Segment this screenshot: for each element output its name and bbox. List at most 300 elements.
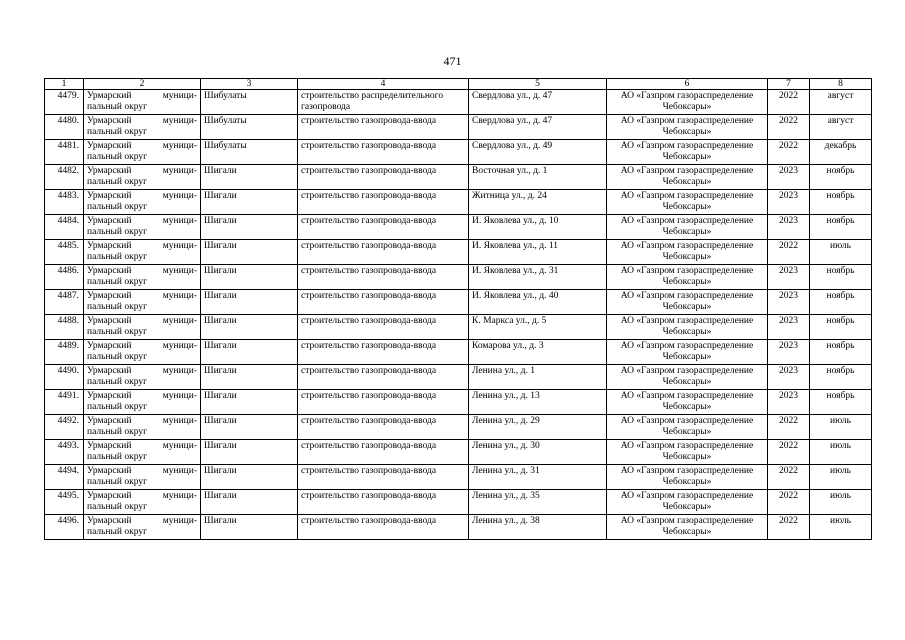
district-type-rest: пальный округ — [87, 352, 148, 362]
district-type-rest: пальный округ — [87, 277, 148, 287]
work-description: строительство газопровода-ввода — [301, 416, 437, 426]
row-number: 4487. — [57, 291, 79, 301]
work-description: строительство газопровода-ввода — [301, 166, 437, 176]
table-row — [45, 465, 872, 490]
work-description: строительство газопровода-ввода — [301, 341, 437, 351]
month-cell — [810, 515, 872, 540]
work-cell — [298, 115, 469, 140]
year-cell — [768, 490, 810, 515]
district-type-part: муници- — [162, 416, 197, 426]
district-type-part: муници- — [162, 441, 197, 451]
organization-line-1: АО «Газпром газораспределение — [620, 91, 754, 101]
month-cell — [810, 115, 872, 140]
year: 2023 — [779, 191, 798, 201]
organization-line-2: Чебоксары» — [662, 152, 712, 162]
address: И. Яковлева ул., д. 40 — [472, 291, 559, 301]
year: 2022 — [779, 441, 798, 451]
address: Ленина ул., д. 29 — [472, 416, 540, 426]
district-type-rest: пальный округ — [87, 227, 148, 237]
month-cell — [810, 490, 872, 515]
organization-line-1: АО «Газпром газораспределение — [620, 416, 754, 426]
month: ноябрь — [826, 191, 855, 201]
row-number: 4485. — [57, 241, 79, 251]
district-name: Урмарский — [87, 416, 132, 426]
address: Ленина ул., д. 31 — [472, 466, 540, 476]
settlement-cell — [201, 90, 298, 115]
address: Ленина ул., д. 35 — [472, 491, 540, 501]
row-number-cell — [45, 265, 84, 290]
organization-line-1: АО «Газпром газораспределение — [620, 316, 754, 326]
month: ноябрь — [826, 166, 855, 176]
settlement-cell — [201, 165, 298, 190]
address-cell — [469, 265, 607, 290]
district-type-rest: пальный округ — [87, 327, 148, 337]
year-cell — [768, 140, 810, 165]
month: август — [827, 91, 854, 101]
settlement-cell — [201, 390, 298, 415]
district-cell — [84, 240, 201, 265]
year: 2022 — [779, 91, 798, 101]
settlement-cell — [201, 140, 298, 165]
settlement-name: Шибулаты — [204, 116, 247, 126]
year-cell — [768, 165, 810, 190]
year: 2023 — [779, 216, 798, 226]
row-number: 4491. — [57, 391, 79, 401]
district-type-part: муници- — [162, 291, 197, 301]
organization-line-1: АО «Газпром газораспределение — [620, 266, 754, 276]
work-cell — [298, 315, 469, 340]
work-description: строительство газопровода-ввода — [301, 441, 437, 451]
settlement-cell — [201, 465, 298, 490]
work-description: строительство газопровода-ввода — [301, 216, 437, 226]
month-cell — [810, 390, 872, 415]
organization-cell — [607, 240, 768, 265]
address-cell — [469, 215, 607, 240]
organization-line-1: АО «Газпром газораспределение — [620, 191, 754, 201]
table-row — [45, 265, 872, 290]
district-type-rest: пальный округ — [87, 452, 148, 462]
address-cell — [469, 165, 607, 190]
table-row — [45, 515, 872, 540]
column-header: 8 — [810, 79, 872, 90]
district-name: Урмарский — [87, 316, 132, 326]
month: июль — [829, 491, 852, 501]
table-row — [45, 415, 872, 440]
month: июль — [829, 516, 852, 526]
settlement-cell — [201, 440, 298, 465]
district-cell — [84, 515, 201, 540]
district-name: Урмарский — [87, 491, 132, 501]
year: 2022 — [779, 491, 798, 501]
row-number: 4486. — [57, 266, 79, 276]
district-cell — [84, 415, 201, 440]
month-cell — [810, 240, 872, 265]
work-cell — [298, 465, 469, 490]
settlement-cell — [201, 340, 298, 365]
work-cell — [298, 140, 469, 165]
organization-line-1: АО «Газпром газораспределение — [620, 291, 754, 301]
year-cell — [768, 340, 810, 365]
year: 2023 — [779, 166, 798, 176]
district-cell — [84, 440, 201, 465]
month-cell — [810, 165, 872, 190]
month: ноябрь — [826, 266, 855, 276]
organization-cell — [607, 415, 768, 440]
work-cell — [298, 215, 469, 240]
month: декабрь — [824, 141, 857, 151]
district-cell — [84, 115, 201, 140]
district-cell — [84, 215, 201, 240]
row-number: 4484. — [57, 216, 79, 226]
organization-cell — [607, 340, 768, 365]
work-description: строительство газопровода-ввода — [301, 316, 437, 326]
row-number-cell — [45, 490, 84, 515]
row-number: 4495. — [57, 491, 79, 501]
settlement-name: Шигали — [204, 516, 237, 526]
address: Свердлова ул., д. 47 — [472, 116, 553, 126]
month-cell — [810, 265, 872, 290]
address: И. Яковлева ул., д. 31 — [472, 266, 559, 276]
settlement-name: Шигали — [204, 241, 237, 251]
district-type-part: муници- — [162, 341, 197, 351]
organization-line-1: АО «Газпром газораспределение — [620, 241, 754, 251]
district-cell — [84, 465, 201, 490]
organization-line-1: АО «Газпром газораспределение — [620, 491, 754, 501]
district-cell — [84, 140, 201, 165]
district-type-part: муници- — [162, 241, 197, 251]
district-cell — [84, 90, 201, 115]
district-cell — [84, 265, 201, 290]
district-name: Урмарский — [87, 341, 132, 351]
district-type-rest: пальный округ — [87, 177, 148, 187]
district-type-part: муници- — [162, 366, 197, 376]
row-number-cell — [45, 340, 84, 365]
address: Свердлова ул., д. 49 — [472, 141, 553, 151]
year: 2023 — [779, 316, 798, 326]
address: Ленина ул., д. 1 — [472, 366, 535, 376]
year-cell — [768, 190, 810, 215]
organization-line-2: Чебоксары» — [662, 277, 712, 287]
month: ноябрь — [826, 291, 855, 301]
month-cell — [810, 340, 872, 365]
table-row — [45, 390, 872, 415]
settlement-cell — [201, 215, 298, 240]
organization-cell — [607, 365, 768, 390]
table-row — [45, 165, 872, 190]
organization-line-2: Чебоксары» — [662, 127, 712, 137]
organization-cell — [607, 515, 768, 540]
address-cell — [469, 340, 607, 365]
row-number-cell — [45, 515, 84, 540]
row-number: 4494. — [57, 466, 79, 476]
settlement-name: Шигали — [204, 166, 237, 176]
table-row — [45, 440, 872, 465]
row-number: 4490. — [57, 366, 79, 376]
organization-line-1: АО «Газпром газораспределение — [620, 516, 754, 526]
organization-line-2: Чебоксары» — [662, 102, 712, 112]
district-type-part: муници- — [162, 491, 197, 501]
address: Свердлова ул., д. 47 — [472, 91, 553, 101]
district-type-part: муници- — [162, 516, 197, 526]
work-cell — [298, 515, 469, 540]
work-cell — [298, 90, 469, 115]
month: ноябрь — [826, 341, 855, 351]
district-cell — [84, 190, 201, 215]
district-name: Урмарский — [87, 191, 132, 201]
header-row — [45, 79, 872, 90]
year: 2022 — [779, 416, 798, 426]
district-name: Урмарский — [87, 141, 132, 151]
column-header: 5 — [469, 79, 607, 90]
settlement-name: Шигали — [204, 466, 237, 476]
settlement-cell — [201, 415, 298, 440]
organization-line-2: Чебоксары» — [662, 452, 712, 462]
district-name: Урмарский — [87, 216, 132, 226]
address: Восточная ул., д. 1 — [472, 166, 548, 176]
settlement-name: Шигали — [204, 441, 237, 451]
settlement-cell — [201, 240, 298, 265]
settlement-name: Шигали — [204, 391, 237, 401]
organization-cell — [607, 165, 768, 190]
work-description: строительство газопровода-ввода — [301, 391, 437, 401]
work-description: строительство газопровода-ввода — [301, 266, 437, 276]
year-cell — [768, 465, 810, 490]
year-cell — [768, 390, 810, 415]
district-type-part: муници- — [162, 91, 197, 101]
settlement-name: Шигали — [204, 316, 237, 326]
work-cell — [298, 390, 469, 415]
table-row — [45, 190, 872, 215]
row-number-cell — [45, 440, 84, 465]
organization-cell — [607, 215, 768, 240]
organization-line-2: Чебоксары» — [662, 202, 712, 212]
month-cell — [810, 440, 872, 465]
address-cell — [469, 115, 607, 140]
organization-line-2: Чебоксары» — [662, 502, 712, 512]
address-cell — [469, 365, 607, 390]
year-cell — [768, 215, 810, 240]
row-number-cell — [45, 415, 84, 440]
work-cell — [298, 290, 469, 315]
district-type-rest: пальный округ — [87, 527, 148, 537]
district-name: Урмарский — [87, 366, 132, 376]
month-cell — [810, 140, 872, 165]
row-number-cell — [45, 165, 84, 190]
row-number-cell — [45, 215, 84, 240]
table-row — [45, 365, 872, 390]
district-type-rest: пальный округ — [87, 477, 148, 487]
settlement-name: Шигали — [204, 491, 237, 501]
district-type-part: муници- — [162, 216, 197, 226]
column-header: 2 — [84, 79, 201, 90]
organization-line-1: АО «Газпром газораспределение — [620, 391, 754, 401]
year: 2023 — [779, 391, 798, 401]
address: И. Яковлева ул., д. 11 — [472, 241, 559, 251]
district-type-part: муници- — [162, 391, 197, 401]
row-number-cell — [45, 465, 84, 490]
month: ноябрь — [826, 316, 855, 326]
column-header: 1 — [45, 79, 84, 90]
settlement-cell — [201, 115, 298, 140]
year-cell — [768, 415, 810, 440]
year: 2022 — [779, 516, 798, 526]
address-cell — [469, 315, 607, 340]
work-cell — [298, 415, 469, 440]
year: 2023 — [779, 291, 798, 301]
work-description: строительство газопровода-ввода — [301, 516, 437, 526]
month: август — [827, 116, 854, 126]
organization-line-2: Чебоксары» — [662, 377, 712, 387]
year-cell — [768, 115, 810, 140]
row-number-cell — [45, 390, 84, 415]
organization-line-1: АО «Газпром газораспределение — [620, 166, 754, 176]
district-name: Урмарский — [87, 516, 132, 526]
organization-cell — [607, 265, 768, 290]
row-number-cell — [45, 315, 84, 340]
month: июль — [829, 416, 852, 426]
district-cell — [84, 365, 201, 390]
settlement-cell — [201, 290, 298, 315]
organization-line-2: Чебоксары» — [662, 302, 712, 312]
settlement-name: Шигали — [204, 341, 237, 351]
address-cell — [469, 465, 607, 490]
organization-line-2: Чебоксары» — [662, 227, 712, 237]
settlement-name: Шигали — [204, 191, 237, 201]
organization-line-1: АО «Газпром газораспределение — [620, 116, 754, 126]
month-cell — [810, 90, 872, 115]
column-header: 6 — [607, 79, 768, 90]
row-number: 4489. — [57, 341, 79, 351]
district-cell — [84, 490, 201, 515]
table-row — [45, 240, 872, 265]
district-name: Урмарский — [87, 266, 132, 276]
settlement-name: Шигали — [204, 291, 237, 301]
month-cell — [810, 465, 872, 490]
organization-cell — [607, 290, 768, 315]
work-cell — [298, 240, 469, 265]
address: Житница ул., д. 24 — [472, 191, 547, 201]
table-row — [45, 90, 872, 115]
month: ноябрь — [826, 216, 855, 226]
work-description: строительство газопровода-ввода — [301, 491, 437, 501]
year: 2023 — [779, 341, 798, 351]
organization-cell — [607, 315, 768, 340]
month-cell — [810, 215, 872, 240]
organization-line-1: АО «Газпром газораспределение — [620, 341, 754, 351]
year-cell — [768, 240, 810, 265]
organization-line-2: Чебоксары» — [662, 177, 712, 187]
district-type-rest: пальный округ — [87, 377, 148, 387]
district-cell — [84, 390, 201, 415]
settlement-name: Шигали — [204, 366, 237, 376]
organization-line-2: Чебоксары» — [662, 252, 712, 262]
work-cell — [298, 190, 469, 215]
organization-cell — [607, 90, 768, 115]
organization-line-1: АО «Газпром газораспределение — [620, 216, 754, 226]
row-number: 4493. — [57, 441, 79, 451]
district-name: Урмарский — [87, 241, 132, 251]
district-name: Урмарский — [87, 116, 132, 126]
organization-cell — [607, 115, 768, 140]
address-cell — [469, 240, 607, 265]
row-number-cell — [45, 90, 84, 115]
work-cell — [298, 490, 469, 515]
district-name: Урмарский — [87, 166, 132, 176]
organization-cell — [607, 140, 768, 165]
row-number: 4496. — [57, 516, 79, 526]
row-number: 4483. — [57, 191, 79, 201]
year: 2022 — [779, 241, 798, 251]
row-number-cell — [45, 115, 84, 140]
work-description: строительство газопровода-ввода — [301, 291, 437, 301]
district-type-part: муници- — [162, 466, 197, 476]
settlement-cell — [201, 265, 298, 290]
work-cell — [298, 265, 469, 290]
district-type-rest: пальный округ — [87, 502, 148, 512]
year: 2022 — [779, 116, 798, 126]
work-cell — [298, 440, 469, 465]
row-number: 4481. — [57, 141, 79, 151]
organization-line-2: Чебоксары» — [662, 402, 712, 412]
organization-line-2: Чебоксары» — [662, 477, 712, 487]
district-name: Урмарский — [87, 466, 132, 476]
address-cell — [469, 390, 607, 415]
month: июль — [829, 441, 852, 451]
settlement-name: Шигали — [204, 416, 237, 426]
column-header: 7 — [768, 79, 810, 90]
organization-line-1: АО «Газпром газораспределение — [620, 141, 754, 151]
table-row — [45, 115, 872, 140]
gasification-table — [44, 78, 872, 540]
organization-cell — [607, 490, 768, 515]
year: 2022 — [779, 141, 798, 151]
settlement-name: Шибулаты — [204, 141, 247, 151]
district-type-part: муници- — [162, 316, 197, 326]
month-cell — [810, 290, 872, 315]
row-number: 4492. — [57, 416, 79, 426]
work-cell — [298, 165, 469, 190]
table-row — [45, 215, 872, 240]
address-cell — [469, 90, 607, 115]
organization-cell — [607, 465, 768, 490]
address: Комарова ул., д. 3 — [472, 341, 544, 351]
month-cell — [810, 190, 872, 215]
address: Ленина ул., д. 13 — [472, 391, 540, 401]
district-type-rest: пальный округ — [87, 252, 148, 262]
row-number-cell — [45, 140, 84, 165]
district-type-part: муници- — [162, 166, 197, 176]
district-cell — [84, 315, 201, 340]
organization-line-1: АО «Газпром газораспределение — [620, 441, 754, 451]
settlement-name: Шигали — [204, 266, 237, 276]
settlement-cell — [201, 515, 298, 540]
organization-cell — [607, 440, 768, 465]
work-description: строительство газопровода-ввода — [301, 241, 437, 251]
address-cell — [469, 515, 607, 540]
table-row — [45, 490, 872, 515]
district-type-rest: пальный округ — [87, 427, 148, 437]
year-cell — [768, 365, 810, 390]
month: ноябрь — [826, 391, 855, 401]
column-header: 4 — [298, 79, 469, 90]
table-row — [45, 315, 872, 340]
work-description: строительство газопровода-ввода — [301, 366, 437, 376]
organization-line-1: АО «Газпром газораспределение — [620, 366, 754, 376]
address-cell — [469, 415, 607, 440]
table-row — [45, 290, 872, 315]
month-cell — [810, 365, 872, 390]
row-number: 4488. — [57, 316, 79, 326]
